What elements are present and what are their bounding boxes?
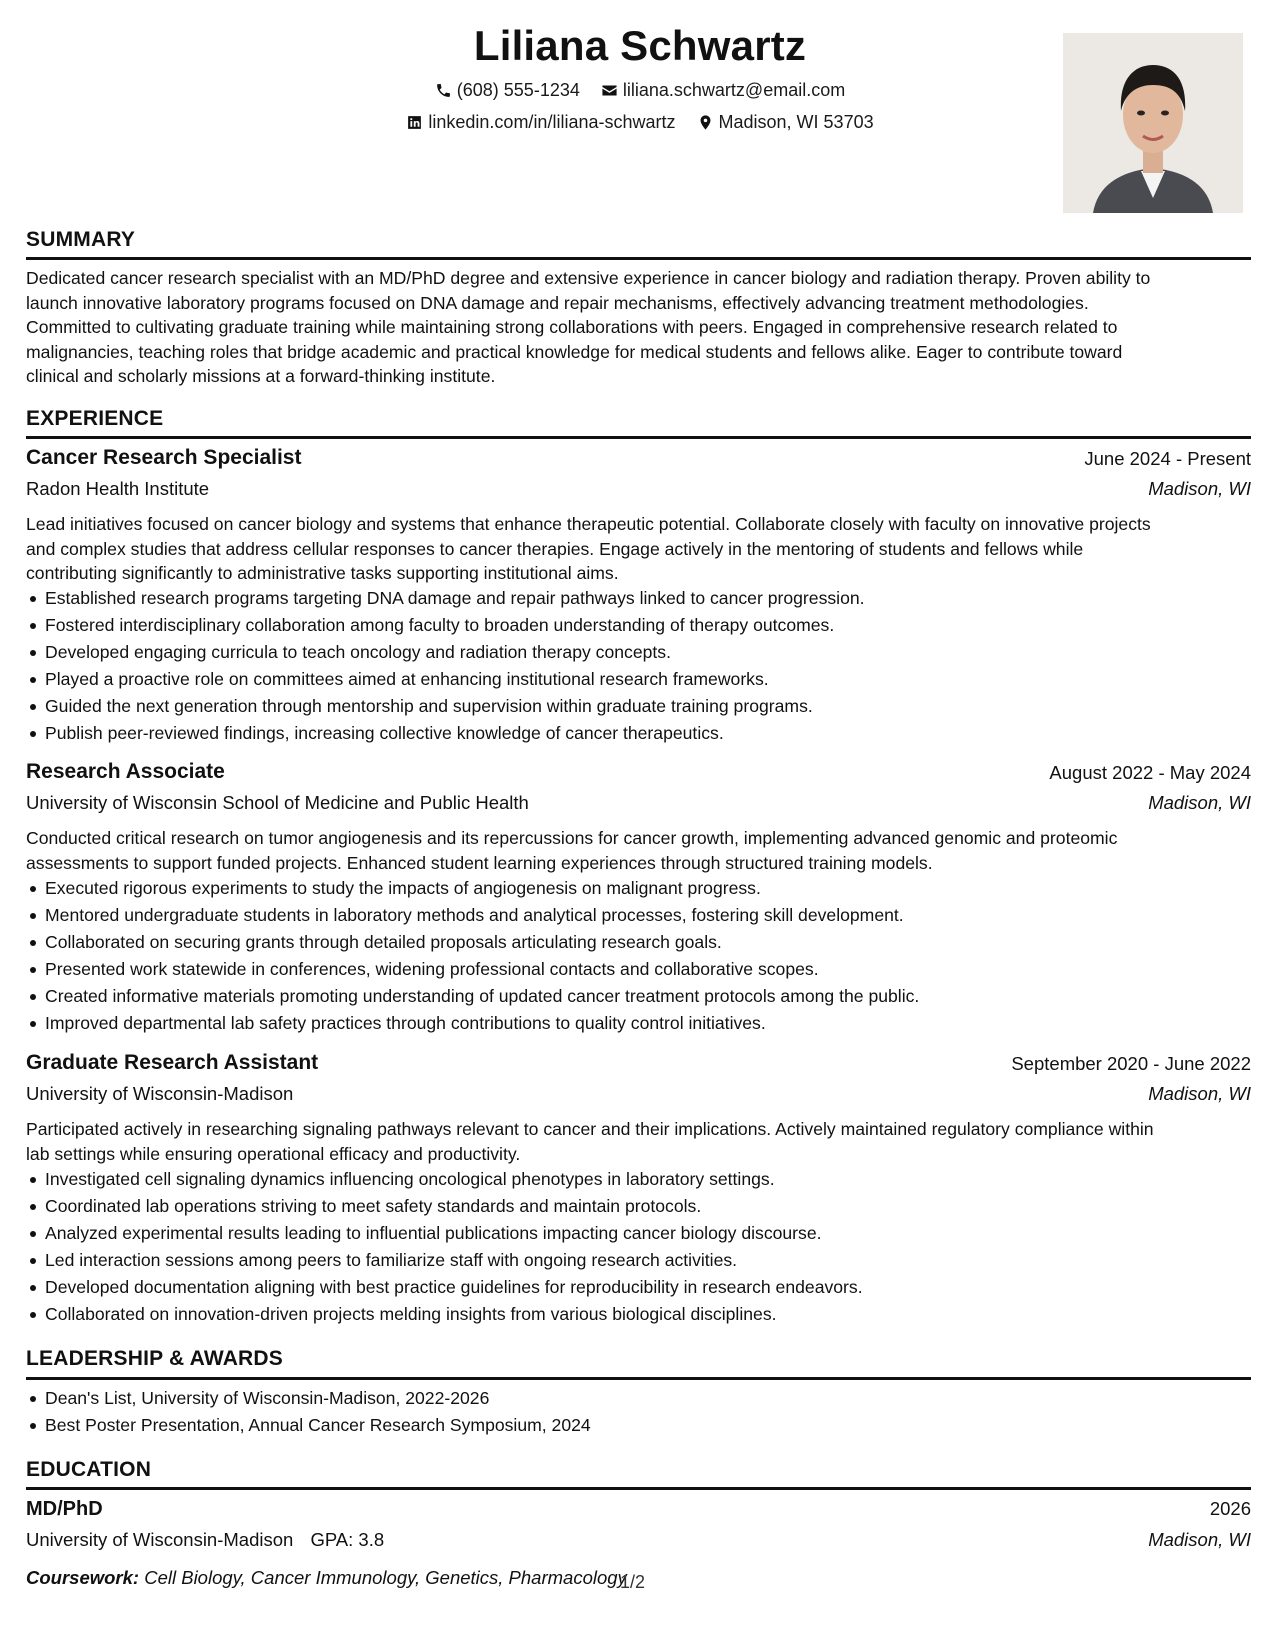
job-dates: August 2022 - May 2024 — [1049, 762, 1251, 783]
experience-heading: EXPERIENCE — [26, 407, 164, 430]
job-description — [26, 512, 1254, 586]
job-bullets — [26, 585, 1254, 747]
description-line: assessments to support funded projects. Enhanced student learning experiences through structured training models. — [26, 852, 933, 873]
school-location: Madison, WI — [1148, 1529, 1251, 1550]
job-dates: June 2024 - Present — [1084, 448, 1251, 469]
description-line: Conducted critical research on tumor angiogenesis and its repercussions for cancer growth, implementing advanced genomic and proteomic — [26, 828, 1118, 848]
job-location: Madison, WI — [1148, 1083, 1251, 1104]
list-item: Established research programs targeting DNA damage and repair pathways linked to cancer progression. — [26, 585, 1254, 612]
job-title: Cancer Research Specialist — [26, 446, 302, 469]
school-line — [26, 1529, 384, 1551]
linkedin-icon — [406, 114, 423, 131]
list-item: Fostered interdisciplinary collaboration among faculty to broaden understanding of therapy outcomes. — [26, 612, 1254, 639]
description-line: contributing significantly to administrative tasks supporting institutional aims. — [26, 563, 619, 583]
leadership-heading: LEADERSHIP & AWARDS — [26, 1347, 283, 1370]
list-item: Collaborated on securing grants through detailed proposals articulating research goals. — [26, 929, 1254, 956]
job-title: Graduate Research Assistant — [26, 1051, 319, 1074]
list-item: Improved departmental lab safety practices through contributions to quality control initiatives. — [26, 1010, 1254, 1037]
list-item: Coordinated lab operations striving to meet safety standards and maintain protocols. — [26, 1193, 1254, 1220]
experience-rule — [26, 436, 1251, 439]
job-organization: University of Wisconsin School of Medicine and Public Health — [26, 792, 529, 813]
list-item: Led interaction sessions among peers to familiarize staff with ongoing research activities. — [26, 1247, 1254, 1274]
description-line: and complex studies that address cellular responses to cancer therapies. Engage actively in the mentoring of students and fellows while — [26, 538, 1084, 559]
gpa: GPA: 3.8 — [310, 1529, 385, 1550]
summary-rule — [26, 257, 1251, 260]
summary-line: launch innovative laboratory programs focused on DNA damage and repair mechanisms, effectively advancing treatment methodologies. — [26, 292, 1089, 313]
job-organization: University of Wisconsin-Madison — [26, 1083, 294, 1104]
phone-text: (608) 555-1234 — [456, 80, 580, 100]
page-number: 1/2 — [620, 1572, 646, 1592]
list-item: Dean's List, University of Wisconsin-Madison, 2022-2026 — [26, 1385, 1254, 1412]
leadership-rule — [26, 1377, 1251, 1380]
coursework — [26, 1567, 627, 1589]
job-title: Research Associate — [26, 760, 225, 783]
description-line: Lead initiatives focused on cancer biology and systems that enhance therapeutic potential. Collaborate closely with faculty on innovative projects — [26, 514, 1151, 534]
location-contact — [697, 112, 874, 133]
list-item: Developed documentation aligning with best practice guidelines for reproducibility in research endeavors. — [26, 1274, 1254, 1301]
summary-line: clinical and scholarly missions at a forward-thinking institute. — [26, 366, 496, 386]
education-heading: EDUCATION — [26, 1458, 152, 1481]
summary-line: Dedicated cancer research specialist with an MD/PhD degree and extensive experience in cancer biology and radiation therapy. Proven ability to — [26, 268, 1151, 288]
list-item: Developed engaging curricula to teach oncology and radiation therapy concepts. — [26, 639, 1254, 666]
list-item: Presented work statewide in conferences, widening professional contacts and collaborative scopes. — [26, 956, 1254, 983]
candidate-name: Liliana Schwartz — [473, 22, 807, 69]
list-item: Created informative materials promoting understanding of updated cancer treatment protocols among the public. — [26, 983, 1254, 1010]
summary-line: Committed to cultivating graduate training while maintaining strong collaborations with peers. Engaged in comprehensive research related to — [26, 317, 1118, 337]
degree-name: MD/PhD — [26, 1498, 103, 1520]
job-bullets — [26, 875, 1254, 1037]
job-location: Madison, WI — [1148, 792, 1251, 813]
education-rule — [26, 1487, 1251, 1490]
list-item: Investigated cell signaling dynamics influencing oncological phenotypes in laboratory settings. — [26, 1166, 1254, 1193]
list-item: Analyzed experimental results leading to influential publications impacting cancer biology discourse. — [26, 1220, 1254, 1247]
location-text: Madison, WI 53703 — [718, 112, 874, 132]
summary-heading: SUMMARY — [26, 228, 136, 251]
profile-photo — [1063, 33, 1243, 213]
list-item: Mentored undergraduate students in laboratory methods and analytical processes, fostering skill development. — [26, 902, 1254, 929]
description-line: Participated actively in researching signaling pathways relevant to cancer and their implications. Actively maintained regulatory compliance within — [26, 1119, 1154, 1139]
linkedin-contact[interactable] — [406, 112, 675, 133]
map-pin-icon — [697, 114, 714, 131]
list-item: Guided the next generation through mentorship and supervision within graduate training programs. — [26, 693, 1254, 720]
description-line: lab settings while ensuring operational efficacy and productivity. — [26, 1143, 521, 1164]
list-item: Publish peer-reviewed findings, increasing collective knowledge of cancer therapeutics. — [26, 720, 1254, 747]
email-contact[interactable] — [601, 80, 845, 101]
coursework-list: Cell Biology, Cancer Immunology, Genetics, Pharmacology — [144, 1567, 627, 1588]
coursework-label: Coursework: — [26, 1567, 140, 1588]
job-bullets — [26, 1166, 1254, 1328]
job-dates: September 2020 - June 2022 — [1011, 1053, 1251, 1074]
summary-text — [26, 266, 1254, 389]
phone-contact[interactable] — [435, 80, 580, 101]
email-text: liliana.schwartz@email.com — [622, 80, 846, 100]
list-item: Best Poster Presentation, Annual Cancer Research Symposium, 2024 — [26, 1412, 1254, 1439]
graduation-year: 2026 — [1209, 1498, 1251, 1519]
job-description — [26, 826, 1254, 875]
list-item: Executed rigorous experiments to study the impacts of angiogenesis on malignant progress. — [26, 875, 1254, 902]
list-item: Played a proactive role on committees aimed at enhancing institutional research frameworks. — [26, 666, 1254, 693]
job-description — [26, 1117, 1254, 1166]
envelope-icon — [601, 82, 618, 99]
summary-line: malignancies, teaching roles that bridge academic and practical knowledge for medical students and fellows alike. Eager to contribute toward — [26, 341, 1123, 362]
awards-list — [26, 1385, 1254, 1439]
list-item: Collaborated on innovation-driven projects melding insights from various biological disciplines. — [26, 1301, 1254, 1328]
job-organization: Radon Health Institute — [26, 478, 210, 499]
phone-icon — [435, 82, 452, 99]
linkedin-text: linkedin.com/in/liliana-schwartz — [428, 112, 676, 132]
job-location: Madison, WI — [1148, 478, 1251, 499]
school-name: University of Wisconsin-Madison — [26, 1529, 294, 1550]
